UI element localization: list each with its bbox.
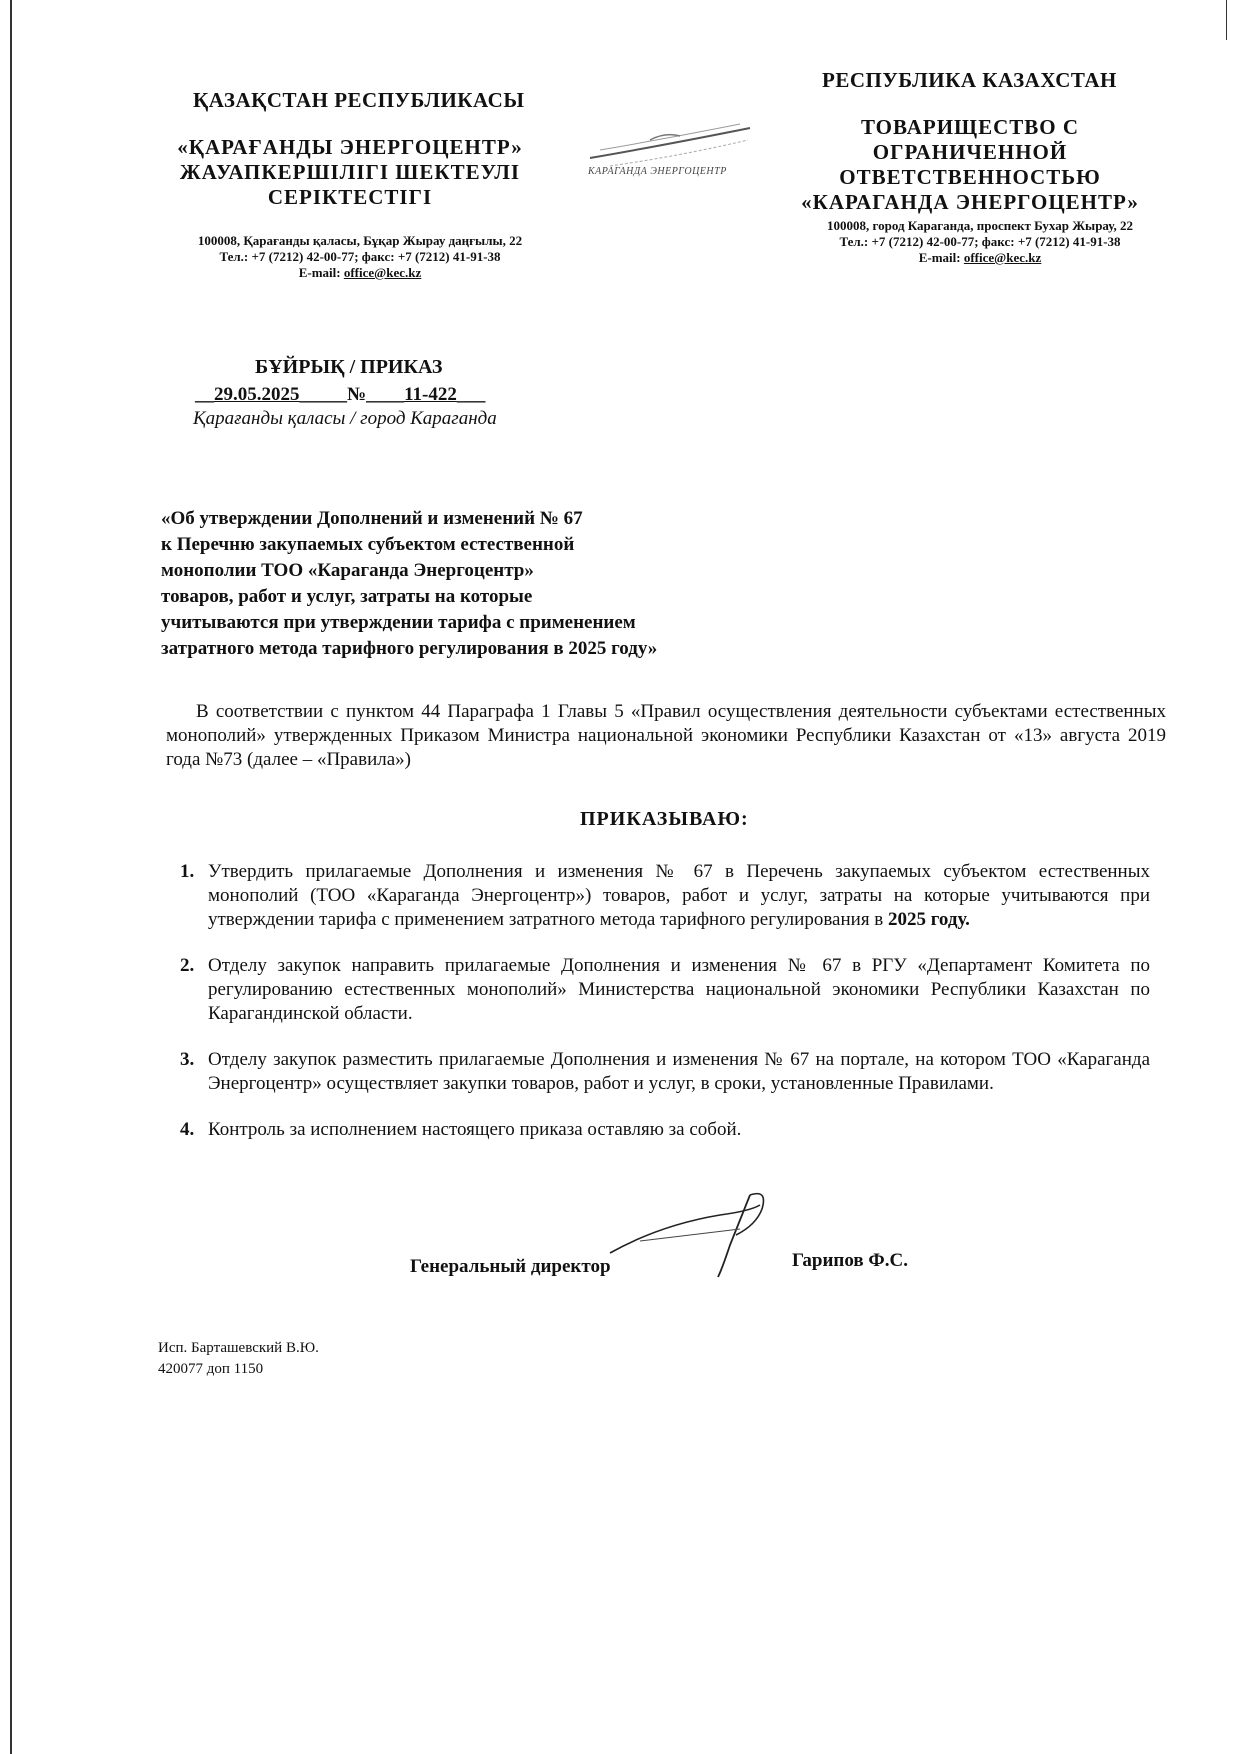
signature-name: Гарипов Ф.С. — [792, 1250, 908, 1271]
order-item — [180, 954, 1150, 1026]
executor-name: Исп. Барташевский В.Ю. — [158, 1340, 319, 1356]
order-number: 11-422 — [404, 384, 457, 405]
header-company-ru — [765, 115, 1175, 215]
signature-position: Генеральный директор — [410, 1256, 611, 1277]
company-logo — [580, 110, 760, 190]
contact-email-label: E-mail: — [918, 250, 961, 265]
contact-email-label: E-mail: — [298, 265, 341, 280]
header-company-kz-line: СЕРІКТЕСТІГІ — [267, 185, 433, 209]
item-text: Утвердить прилагаемые Дополнения и изменения № 67 в Перечень закупаемых субъектом естественных монополий (ТОО «Караганда Энергоцентр») товаров, работ и услуг, затраты на которые учитываются при утверждении тарифа с применением затратного метода тарифного регулирования в — [208, 861, 1150, 930]
order-item — [180, 1048, 1150, 1096]
signature-scribble-icon — [600, 1185, 800, 1285]
order-item — [180, 860, 1150, 932]
contact-address: 100008, город Караганда, проспект Бухар Жырау, 22 — [827, 218, 1133, 233]
order-date-number: __29.05.2025_____№____11-422___ — [195, 384, 486, 405]
subject-line: «Об утверждении Дополнений и изменений № 67 — [161, 508, 583, 529]
header-company-ru-line: ОТВЕТСТВЕННОСТЬЮ — [839, 165, 1101, 189]
contact-email-line — [780, 250, 1180, 266]
item-text: Отделу закупок разместить прилагаемые Дополнения и изменения № 67 на портале, на котором ТОО «Караганда Энергоцентр» осуществляет закупки товаров, работ и услуг, в сроки, установленные Правилами. — [208, 1049, 1150, 1094]
item-text: Контроль за исполнением настоящего приказа оставляю за собой. — [208, 1119, 742, 1140]
order-item — [180, 1118, 1150, 1142]
subject-line: товаров, работ и услуг, затраты на которые — [161, 586, 533, 607]
logo-swoosh-icon — [580, 110, 760, 190]
subject-line: затратного метода тарифного регулирования в 2025 году» — [161, 638, 658, 659]
scan-edge-left — [10, 0, 12, 1754]
order-subject — [161, 506, 761, 662]
header-country-kz: ҚАЗАҚСТАН РЕСПУБЛИКАСЫ — [193, 88, 525, 112]
subject-line: учитываются при утверждении тарифа с применением — [161, 612, 636, 633]
item-text: Отделу закупок направить прилагаемые Дополнения и изменения № 67 в РГУ «Департамент Комитета по регулированию естественных монополий» Министерства национальной экономики Республики Казахстан по Карагандинской области. — [208, 955, 1150, 1024]
preamble: В соответствии с пунктом 44 Параграфа 1 Главы 5 «Правил осуществления деятельности субъектами естественных монополий» утвержденных Приказом Министра национальной экономики Республики Казахстан от «13» августа 2019 года №73 (далее – «Правила») — [166, 701, 1166, 770]
contact-phone: Тел.: +7 (7212) 42-00-77; факс: +7 (7212) 41-91-38 — [219, 249, 501, 264]
order-items — [180, 860, 1150, 1164]
logo-text: КАРАГАНДА ЭНЕРГОЦЕНТР — [588, 166, 727, 177]
order-word: ПРИКАЗЫВАЮ: — [580, 808, 749, 830]
header-company-kz — [140, 135, 560, 210]
subject-line: к Перечню закупаемых субъектом естественной — [161, 534, 575, 555]
header-country-ru: РЕСПУБЛИКА КАЗАХСТАН — [822, 68, 1117, 92]
header-company-kz-line: ЖАУАПКЕРШІЛІГІ ШЕКТЕУЛІ — [179, 160, 521, 184]
contact-address: 100008, Қарағанды қаласы, Бұқар Жырау даңғылы, 22 — [197, 233, 523, 248]
item-number: 3. — [180, 1049, 195, 1070]
header-contact-kz — [160, 233, 560, 281]
executor-info — [158, 1338, 319, 1380]
order-number-sign: № — [347, 384, 367, 405]
subject-line: монополии ТОО «Караганда Энергоцентр» — [161, 560, 534, 581]
contact-phone: Тел.: +7 (7212) 42-00-77; факс: +7 (7212) 41-91-38 — [839, 234, 1121, 249]
scan-edge-right — [1226, 0, 1227, 40]
contact-email-line — [160, 265, 560, 281]
header-company-ru-line: ТОВАРИЩЕСТВО С ОГРАНИЧЕННОЙ — [860, 115, 1080, 164]
handwritten-signature — [600, 1185, 800, 1285]
item-text-bold: 2025 году. — [888, 909, 970, 930]
order-date: 29.05.2025 — [214, 384, 300, 405]
order-city: Қарағанды қаласы / город Караганда — [193, 408, 497, 429]
item-number: 1. — [180, 861, 195, 882]
contact-email-link[interactable]: office@kec.kz — [963, 250, 1042, 265]
header-company-kz-line: «ҚАРАҒАНДЫ ЭНЕРГОЦЕНТР» — [177, 135, 523, 159]
item-number: 2. — [180, 955, 195, 976]
header-contact-ru — [780, 218, 1180, 266]
order-title: БҰЙРЫҚ / ПРИКАЗ — [255, 356, 443, 378]
executor-phone: 420077 доп 1150 — [158, 1361, 264, 1377]
contact-email-link[interactable]: office@kec.kz — [343, 265, 422, 280]
item-number: 4. — [180, 1119, 195, 1140]
header-company-ru-line: «КАРАГАНДА ЭНЕРГОЦЕНТР» — [801, 190, 1139, 214]
